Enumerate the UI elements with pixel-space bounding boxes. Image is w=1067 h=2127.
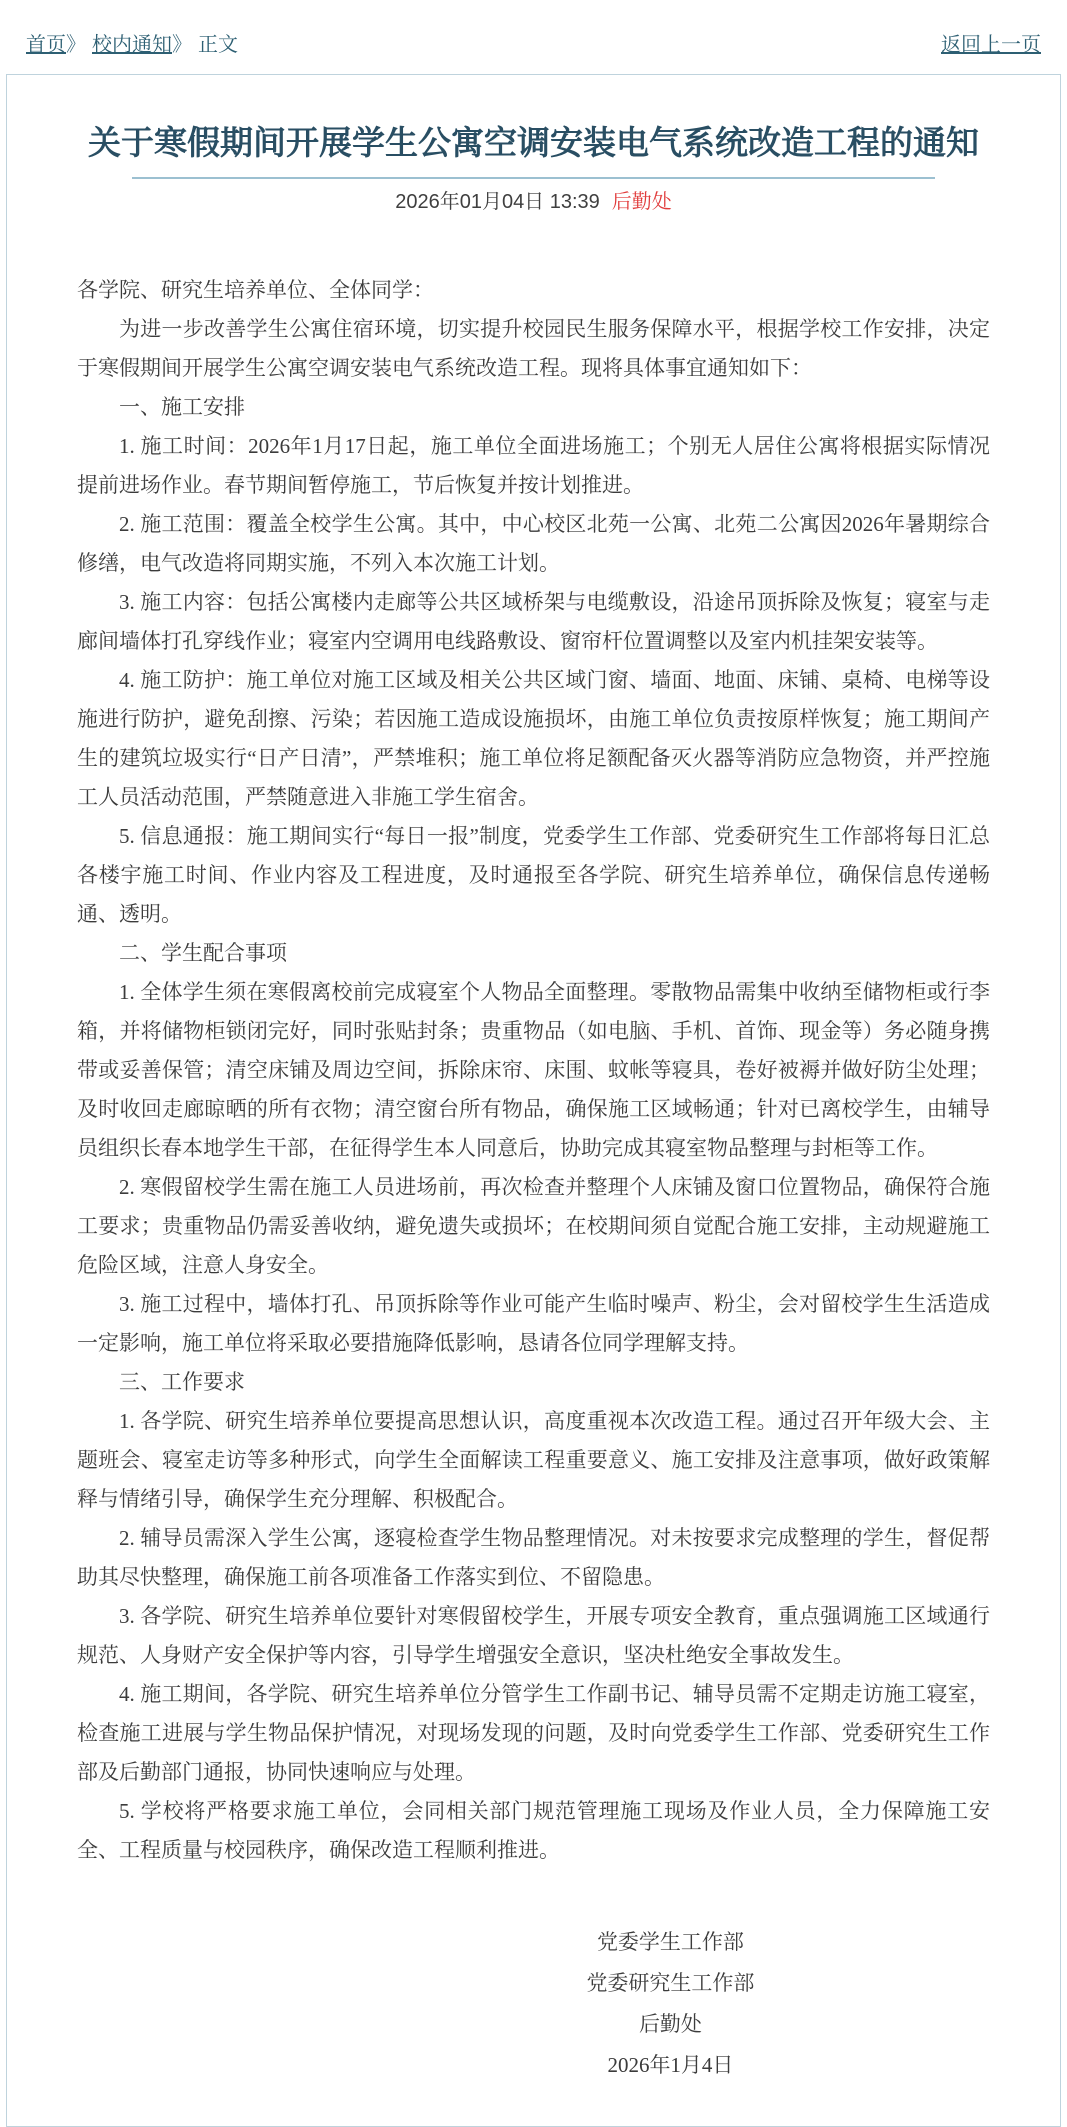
breadcrumb-current: 正文 [198, 34, 238, 56]
breadcrumb-separator: 》 [66, 34, 86, 56]
page-title: 关于寒假期间开展学生公寓空调安装电气系统改造工程的通知 [88, 124, 979, 161]
body-paragraph: 3. 各学院、研究生培养单位要针对寒假留校学生，开展专项安全教育，重点强调施工区域通行规范、人身财产安全保护等内容，引导学生增强安全意识，坚决杜绝安全事故发生。 [77, 1604, 990, 1667]
body-paragraph: 三、工作要求 [119, 1370, 245, 1394]
back-link[interactable]: 返回上一页 [941, 34, 1041, 56]
body-paragraph: 为进一步改善学生公寓住宿环境，切实提升校园民生服务保障水平，根据学校工作安排，决定于寒假期间开展学生公寓空调安装电气系统改造工程。现将具体事宜通知如下： [77, 317, 990, 380]
body-paragraph: 1. 各学院、研究生培养单位要提高思想认识，高度重视本次改造工程。通过召开年级大会、主题班会、寝室走访等多种形式，向学生全面解读工程重要意义、施工安排及注意事项，做好政策解释与情绪引导，确保学生充分理解、积极配合。 [77, 1409, 990, 1511]
title-divider [132, 177, 935, 179]
breadcrumb-link[interactable]: 首页 [26, 34, 66, 56]
breadcrumb-bar [0, 0, 1067, 70]
publish-department: 后勤处 [611, 191, 672, 213]
signature-line: 后勤处 [638, 2012, 702, 2036]
body-paragraph: 4. 施工防护：施工单位对施工区域及相关公共区域门窗、墙面、地面、床铺、桌椅、电梯等设施进行防护，避免刮擦、污染；若因施工造成设施损坏，由施工单位负责按原样恢复；施工期间产生的建筑垃圾实行“日产日清”，严禁堆积；施工单位将足额配备灭火器等消防应急物资，并严控施工人员活动范围，严禁随意进入非施工学生宿舍。 [77, 668, 990, 809]
body-paragraph: 3. 施工内容：包括公寓楼内走廊等公共区域桥架与电缆敷设，沿途吊顶拆除及恢复；寝室与走廊间墙体打孔穿线作业；寝室内空调用电线路敷设、窗帘杆位置调整以及室内机挂架安装等。 [77, 590, 990, 653]
signature-line: 2026年1月4日 [607, 2053, 734, 2077]
breadcrumb [26, 32, 238, 58]
body-paragraph: 5. 学校将严格要求施工单位，会同相关部门规范管理施工现场及作业人员，全力保障施工安全、工程质量与校园秩序，确保改造工程顺利推进。 [77, 1799, 990, 1862]
signature-line: 党委学生工作部 [596, 1930, 744, 1954]
breadcrumb-link[interactable]: 校内通知 [92, 34, 172, 56]
signature-line: 党委研究生工作部 [586, 1971, 755, 1995]
breadcrumb-separator: 》 [172, 34, 192, 56]
signature-block [351, 1922, 990, 2086]
body-paragraph: 2. 施工范围：覆盖全校学生公寓。其中，中心校区北苑一公寓、北苑二公寓因2026年暑期综合修缮，电气改造将同期实施，不列入本次施工计划。 [77, 512, 990, 575]
body-paragraph: 2. 辅导员需深入学生公寓，逐寝检查学生物品整理情况。对未按要求完成整理的学生，督促帮助其尽快整理，确保施工前各项准备工作落实到位、不留隐患。 [77, 1526, 990, 1589]
body-paragraph: 3. 施工过程中，墙体打孔、吊顶拆除等作业可能产生临时噪声、粉尘，会对留校学生生活造成一定影响，施工单位将采取必要措施降低影响，恳请各位同学理解支持。 [77, 1292, 990, 1355]
body-paragraph: 1. 施工时间：2026年1月17日起，施工单位全面进场施工；个别无人居住公寓将根据实际情况提前进场作业。春节期间暂停施工，节后恢复并按计划推进。 [77, 434, 990, 497]
body-paragraph: 2. 寒假留校学生需在施工人员进场前，再次检查并整理个人床铺及窗口位置物品，确保符合施工要求；贵重物品仍需妥善收纳，避免遗失或损坏；在校期间须自觉配合施工安排，主动规避施工危险区域，注意人身安全。 [77, 1175, 990, 1277]
body-paragraph: 一、施工安排 [119, 395, 245, 419]
body-paragraph: 5. 信息通报：施工期间实行“每日一报”制度，党委学生工作部、党委研究生工作部将每日汇总各楼宇施工时间、作业内容及工程进度，及时通报至各学院、研究生培养单位，确保信息传递畅通、透明。 [77, 824, 990, 926]
body-paragraph: 4. 施工期间，各学院、研究生培养单位分管学生工作副书记、辅导员需不定期走访施工寝室，检查施工进展与学生物品保护情况，对现场发现的问题，及时向党委学生工作部、党委研究生工作部及后勤部门通报，协同快速响应与处理。 [77, 1682, 990, 1784]
body-paragraph: 1. 全体学生须在寒假离校前完成寝室个人物品全面整理。零散物品需集中收纳至储物柜或行李箱，并将储物柜锁闭完好，同时张贴封条；贵重物品（如电脑、手机、首饰、现金等）务必随身携带或妥善保管；清空床铺及周边空间，拆除床帘、床围、蚊帐等寝具，卷好被褥并做好防尘处理；及时收回走廊晾晒的所有衣物；清空窗台所有物品，确保施工区域畅通；针对已离校学生，由辅导员组织长春本地学生干部，在征得学生本人同意后，协助完成其寝室物品整理与封柜等工作。 [77, 980, 990, 1160]
article-meta [77, 189, 990, 215]
publish-date: 2026年01月04日 13:39 [395, 191, 600, 213]
body-paragraph: 二、学生配合事项 [119, 941, 287, 965]
salutation: 各学院、研究生培养单位、全体同学： [77, 278, 434, 302]
notice-container [6, 74, 1061, 2127]
article-body [77, 271, 990, 1870]
